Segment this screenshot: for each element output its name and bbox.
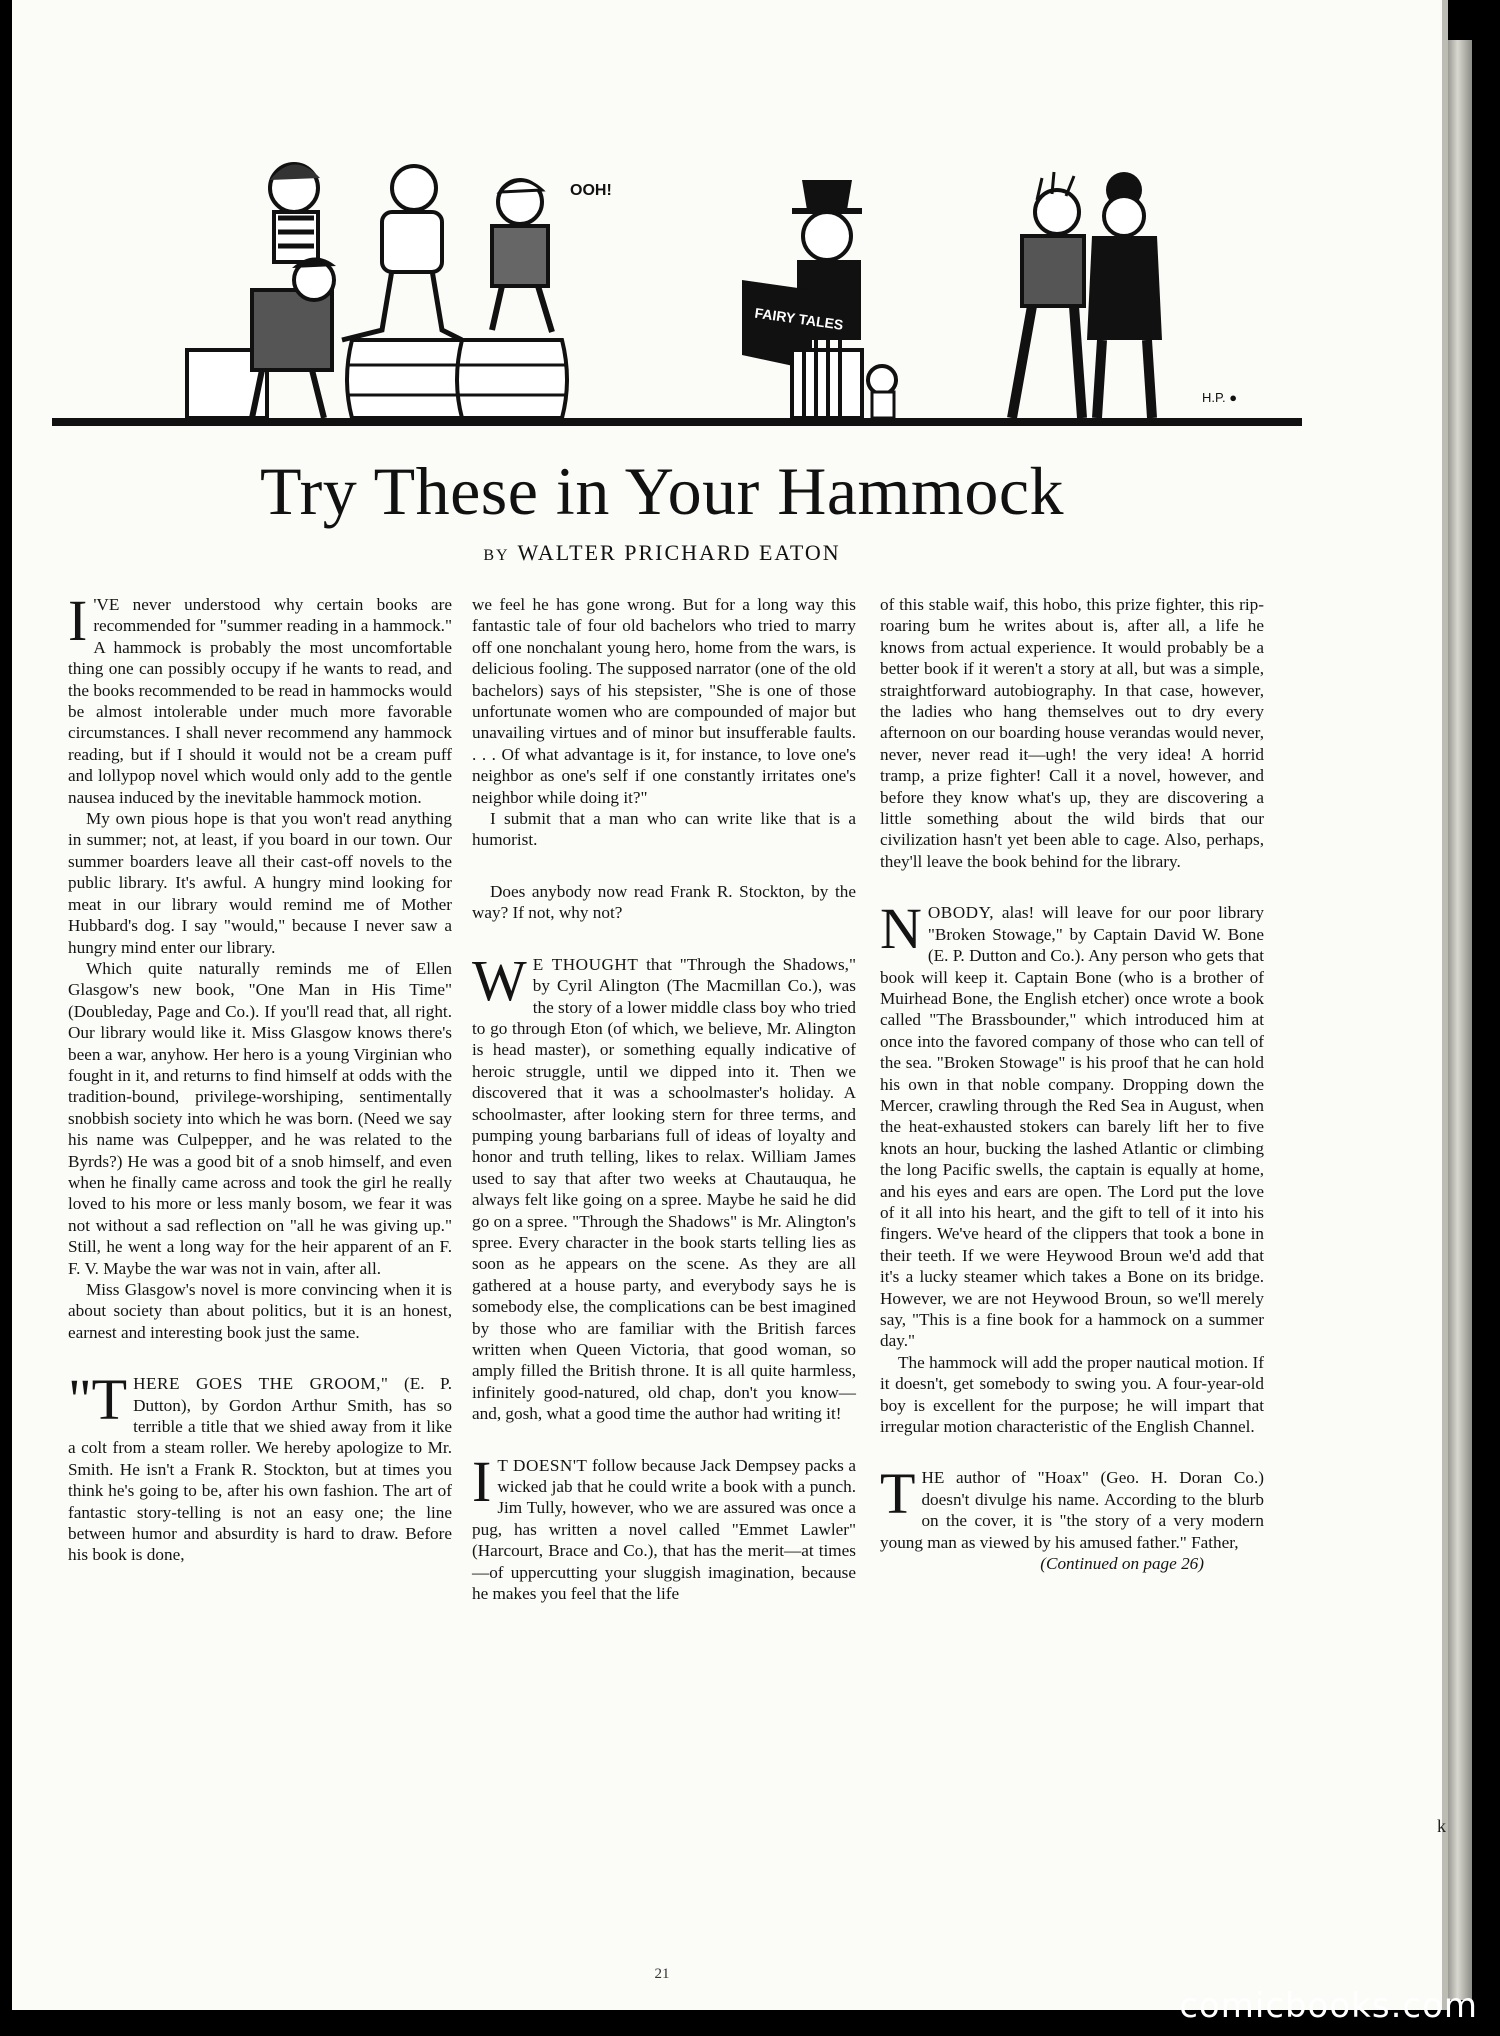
drop-cap: I xyxy=(68,588,88,653)
continued-note: (Continued on page 26) xyxy=(1040,1554,1204,1574)
paragraph: Does anybody now read Frank R. Stockton, by the way? If not, why not? xyxy=(472,881,856,923)
paragraph: NOBODY, alas! will leave for our poor library "Broken Stowage," by Captain David W. Bone (E. P. Dutton and Co.). Any person who gets that book will keep it. Captain Bone (who is a brother of Muirhead Bone, the English etcher) once wrote a book called "The Brassbounder," which introduced him at once into the favored company of those who can tell of the sea. "Broken Stowage" is his proof that he can hold his own in that noble company. Dropping down the Mercer, crawling through the Red Sea in August, when the heat-exhausted stokers can barely lift her to five knots an hour, bucking the lashed Atlantic or climbing the long Pacific swells, the captain is equally at home, and his eyes and ears are open. The Lord put the love of it all into his heart, and the gift to tell of it into his fingers. We've heard of the clippers that took a bone in their teeth. If we were Heywood Broun we'd add that it's a lucky steamer which takes a Bone on its bridge. However, we are not Heywood Broun, so we'll merely say, "This is a fine book for a hammock on a summer day." xyxy=(880,896,1264,1351)
drop-cap: T xyxy=(880,1461,916,1527)
lead-in: E THOUGHT xyxy=(532,954,639,974)
column-3 xyxy=(880,594,1264,1574)
page-number: 21 xyxy=(654,1966,670,1982)
paragraph: I 'VE never understood why certain books are recommended for "summer reading in a hammock." A hammock is probably the most uncomfortable thing one can possibly occupy if he wants to read, and the books recommended to be read in hammocks would be almost intolerable under much more favorable circumstances. I shall never recommend any hammock reading, but if I should it would not be a cream puff and lollypop novel which would only add to the gentle nausea induced by the inevitable hammock motion. xyxy=(68,588,452,807)
paragraph: Which quite naturally reminds me of Ellen Glasgow's new book, "One Man in His Time" (Doubleday, Page and Co.). If you'll read that, all right. Our library would like it. Miss Glasgow knows there's been a war, anyhow. Her hero is a young Virginian who fought in it, and returns to find himself at odds with the tradition-bound, privilege-worshiping, sentimentally snobbish society into which he was born. (Need we say his name was Culpepper, and he was related to the Byrds?) He was a good bit of a snob himself, and even when he finally came across and took the girl he really loved to his more or less manly bosom, we fear it was not without a sad reflection on "all he was giving up." Still, he went a long way for the heir apparent of an F. F. V. Maybe the war was not in vain, after all. xyxy=(68,958,452,1278)
lead-in: OBODY, xyxy=(927,903,995,923)
paragraph: we feel he has gone wrong. But for a long way this fantastic tale of four old bachelors who tried to marry off one nonchalant young hero, home from the wars, is delicious fooling. The supposed narrator (one of the old bachelors) says of his stepsister, "She is one of those unfortunate women who are compounded of major but unavailing virtues and of minor but insufferable faults. . . . Of what advantage is it, for instance, to love one's neighbor as one's self if one constantly irritates one's neighbor while doing it?" xyxy=(472,595,856,807)
paragraph: My own pious hope is that you won't read anything in summer; not, at least, if you board in our town. Our summer boarders leave all their cast-off novels to the public library. It's awful. A hungry mind looking for meat in our library would remind me of Mother Hubbard's dog. I say "would," because I never saw a hungry mind enter our library. xyxy=(68,809,452,957)
paragraph: W E THOUGHT that "Through the Shadows," by Cyril Alington (The Macmillan Co.), was the story of a lower middle class boy who tried to go through Eton (of which, we believe, Mr. Alington is head master), or something equally indicative of heroic struggle, until we dipped into it. Then we discovered that it was a schoolmaster's holiday. A schoolmaster, after looking stern for three terms, and pumping young barbarians full of ideas of loyalty and honor and truth telling, likes to relax. William James used to say that after two weeks at Chautauqua, he always felt like going on a spree. Maybe he said he did go on a spree. "Through the Shadows" is Mr. Alington's spree. Every character in the book starts telling lies as soon as he appears on the scene. As they are all gathered at a house party, and everybody says he is somebody else, the complications can be best imagined by those who are familiar with the British farces written when Queen Victoria, that good woman, so amply filled the British throne. It is all quite harmless, infinitely good-natured, old chap, don't you know—and, gosh, what a good time the author had writing it! xyxy=(472,947,856,1424)
speech-text: OOH! xyxy=(570,182,612,199)
paragraph: I T DOESN'T follow because Jack Dempsey packs a wicked jab that he could write a book with a punch. Jim Tully, however, who we are assured was once a pug, has written a novel called "Emmet Lawler" (Harcourt, Brace and Co.), that has the merit—at times—of uppercutting your sluggish imagination, because he makes you feel that the life xyxy=(472,1448,856,1604)
page-edge xyxy=(1448,40,1472,2000)
paragraph: "THERE GOES THE GROOM," (E. P. Dutton), by Gordon Arthur Smith, has so terrible a title that we shied away from it like a colt from a steam roller. We hereby apologize to Mr. Smith. He isn't a Frank R. Stockton, but at times you think he's going to be, after his own fashion. The art of fantastic story-telling is not an easy one; the line between humor and absurdity is hard to draw. Before his book is done, xyxy=(68,1367,452,1565)
byline xyxy=(12,540,1312,566)
paragraph: I submit that a man who can write like that is a humorist. xyxy=(472,809,856,850)
book-label: FAIRY TALES xyxy=(753,304,845,333)
header-illustration xyxy=(52,140,1302,440)
paragraph: THE author of "Hoax" (Geo. H. Doran Co.) doesn't divulge his name. According to the blurb on the cover, it is "the story of a very modern young man as viewed by his amused father." Father, xyxy=(880,1461,1264,1552)
paragraph: of this stable waif, this hobo, this prize fighter, this rip-roaring bum he writes about is, after all, a life he knows from actual experience. It would probably be a better book if it weren't a story at all, but was a simple, straightforward autobiography. In that case, however, the ladies who hang themselves out to dry every afternoon on our boarding house verandas would never, never, never read it—ugh! the very idea! A horrid tramp, a prize fighter! Call it a novel, however, and before they know what's up, they are discovering a little something about the wild birds that our civilization hasn't yet been able to cage. Also, perhaps, they'll leave the book behind for the library. xyxy=(880,595,1264,871)
paragraph: Miss Glasgow's novel is more convincing when it is about society than about politics, but it is an honest, earnest and interesting book just the same. xyxy=(68,1280,452,1342)
article-title: Try These in Your Hammock xyxy=(260,453,1064,529)
drop-cap: "T xyxy=(68,1367,128,1433)
drop-cap: I xyxy=(472,1448,492,1514)
column-1 xyxy=(68,588,452,1566)
artist-signature: H.P. ● xyxy=(1202,390,1238,405)
magazine-page xyxy=(12,0,1448,2010)
paragraph: The hammock will add the proper nautical motion. If it doesn't, get somebody to swing you. A four-year-old boy is excellent for the purpose; he will impart that irregular motion characteristic of the English Channel. xyxy=(880,1352,1264,1437)
lead-in: HERE GOES THE GROOM," xyxy=(133,1374,389,1394)
drop-cap: N xyxy=(880,896,922,962)
lead-in: T DOESN'T xyxy=(497,1455,588,1475)
watermark: comicbooks.com xyxy=(1179,1986,1478,2026)
edge-mark: k xyxy=(1437,1816,1446,1836)
drop-cap: W xyxy=(472,947,527,1013)
author-name: WALTER PRICHARD EATON xyxy=(517,540,841,565)
cartoon-illustration xyxy=(52,140,1302,440)
column-2 xyxy=(472,594,856,1604)
byline-by: BY xyxy=(483,547,510,564)
